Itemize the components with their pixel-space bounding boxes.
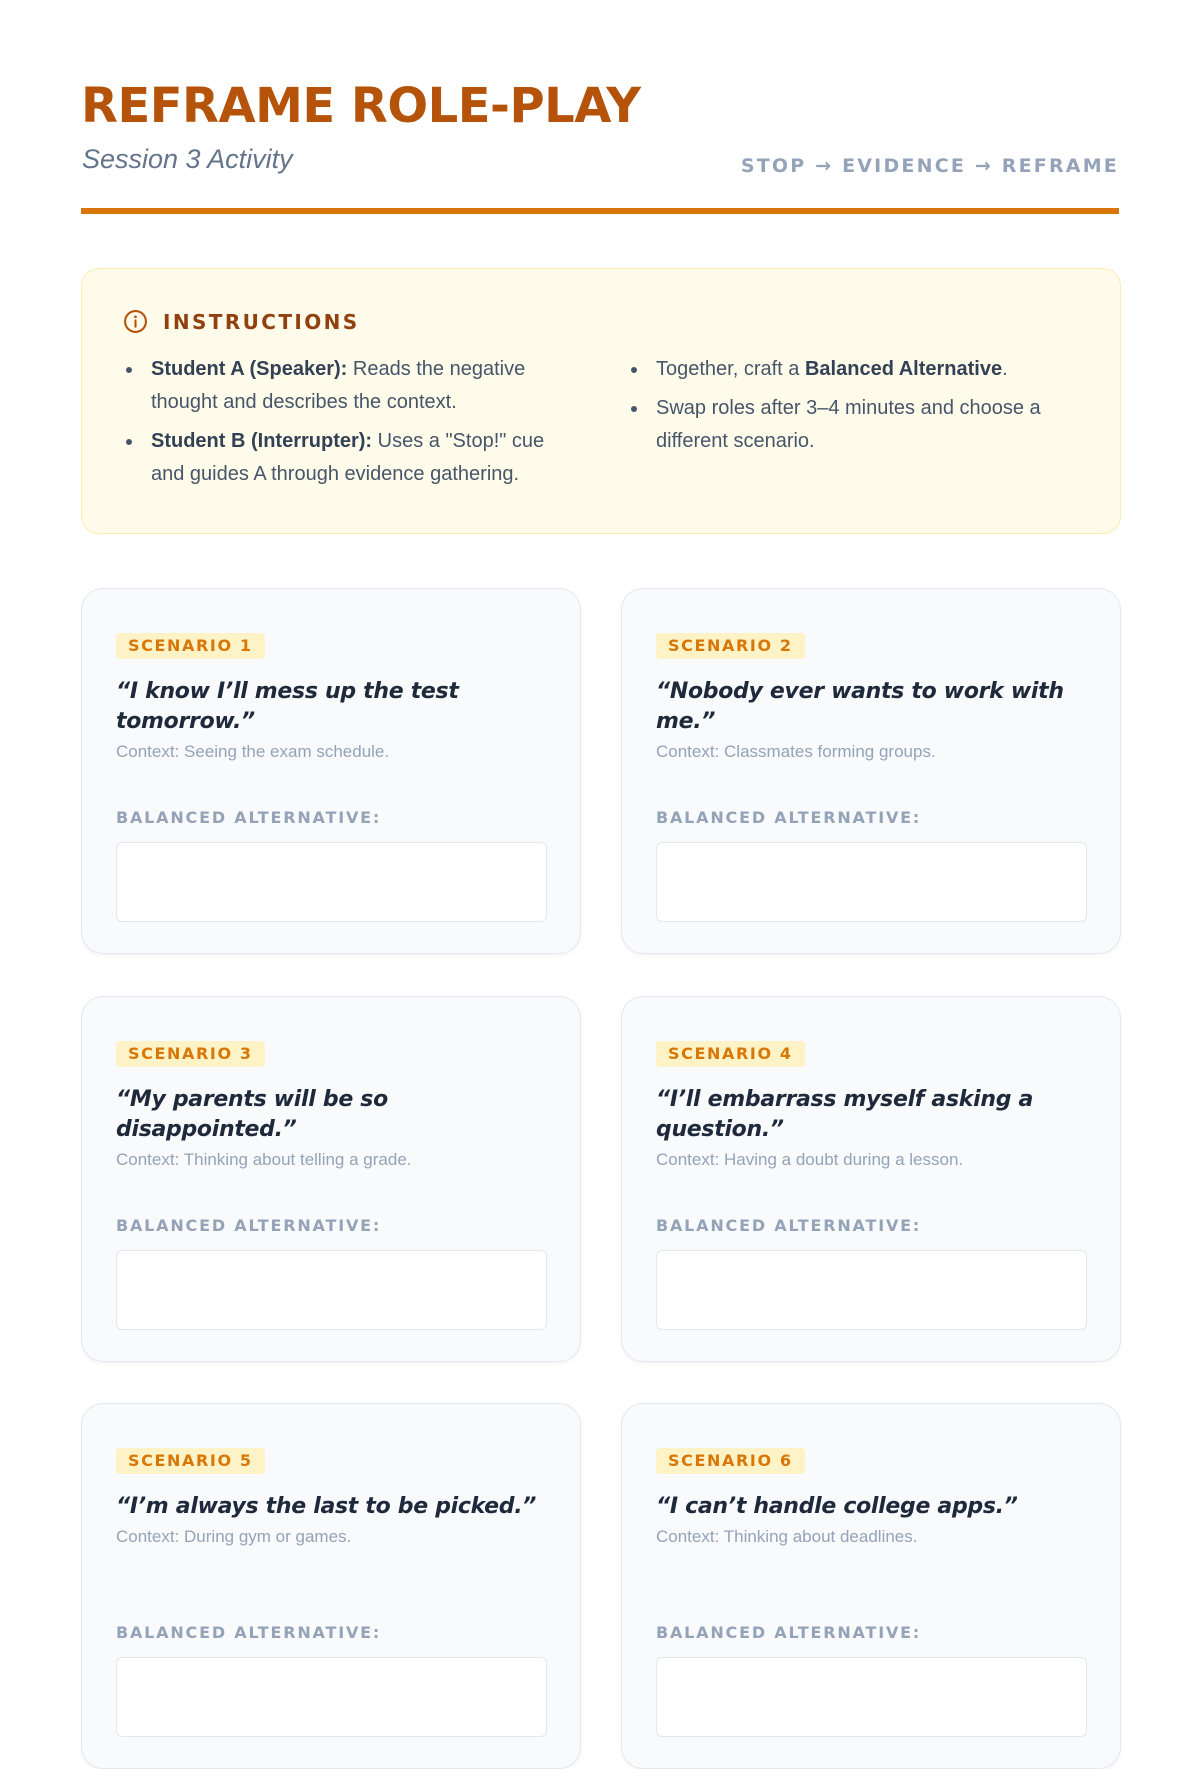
instruction-item	[628, 392, 1088, 458]
scenario-card-2	[621, 588, 1121, 954]
page-title: REFRAME ROLE-PLAY	[81, 78, 641, 134]
balanced-alternative-label: BALANCED ALTERNATIVE:	[116, 1216, 382, 1235]
scenario-context: Context: Thinking about deadlines.	[656, 1527, 918, 1546]
instruction-bold: Student A (Speaker):	[151, 358, 348, 380]
scenario-context: Context: During gym or games.	[116, 1527, 352, 1546]
balanced-alternative-input[interactable]	[116, 1250, 547, 1330]
negative-thought: “Nobody ever wants to work with me.”	[656, 679, 1064, 734]
header	[81, 0, 1119, 214]
balanced-alternative-label: BALANCED ALTERNATIVE:	[656, 808, 922, 827]
scenario-badge: SCENARIO 6	[656, 1448, 805, 1474]
process-steps: STOP → EVIDENCE → REFRAME	[740, 155, 1119, 177]
instruction-bold: Balanced Alternative	[804, 358, 1003, 380]
instruction-item	[123, 425, 573, 491]
negative-thought: “I know I’ll mess up the test tomorrow.”	[116, 679, 459, 734]
instruction-bold: Student B (Interrupter):	[151, 430, 373, 452]
scenario-badge: SCENARIO 2	[656, 633, 805, 659]
balanced-alternative-input[interactable]	[656, 842, 1087, 922]
scenario-card-6	[621, 1403, 1121, 1769]
negative-thought: “I can’t handle college apps.”	[656, 1494, 1018, 1519]
instructions-list-left	[123, 353, 573, 497]
instructions-list-right	[628, 353, 1088, 464]
instructions-panel	[81, 268, 1121, 534]
scenario-card-1	[81, 588, 581, 954]
instruction-item	[628, 353, 1088, 386]
balanced-alternative-input[interactable]	[656, 1657, 1087, 1737]
balanced-alternative-label: BALANCED ALTERNATIVE:	[656, 1216, 922, 1235]
negative-thought: “I’m always the last to be picked.”	[116, 1494, 537, 1519]
instruction-text: Uses a "Stop!" cue and guides A through evidence gathering.	[151, 430, 545, 485]
scenario-context: Context: Having a doubt during a lesson.	[656, 1150, 964, 1169]
scenario-card-4	[621, 996, 1121, 1362]
balanced-alternative-input[interactable]	[656, 1250, 1087, 1330]
instruction-item	[123, 353, 573, 419]
instructions-header	[123, 309, 360, 334]
scenario-quote	[656, 1085, 1096, 1172]
negative-thought: “My parents will be so disappointed.”	[116, 1087, 388, 1142]
scenario-context: Context: Seeing the exam schedule.	[116, 742, 390, 761]
scenario-context: Context: Thinking about telling a grade.	[116, 1150, 412, 1169]
scenario-quote	[116, 677, 556, 764]
balanced-alternative-input[interactable]	[116, 842, 547, 922]
scenario-badge: SCENARIO 1	[116, 633, 265, 659]
info-icon	[123, 309, 148, 334]
balanced-alternative-label: BALANCED ALTERNATIVE:	[656, 1623, 922, 1642]
scenario-badge: SCENARIO 4	[656, 1041, 805, 1067]
scenario-context: Context: Classmates forming groups.	[656, 742, 936, 761]
balanced-alternative-label: BALANCED ALTERNATIVE:	[116, 1623, 382, 1642]
balanced-alternative-label: BALANCED ALTERNATIVE:	[116, 808, 382, 827]
instruction-text: Together, craft a	[656, 358, 805, 380]
instruction-text: Swap roles after 3–4 minutes and choose a different scenario.	[656, 397, 1041, 452]
scenario-card-3	[81, 996, 581, 1362]
scenario-badge: SCENARIO 3	[116, 1041, 265, 1067]
scenario-quote	[116, 1085, 556, 1172]
scenario-quote	[656, 1492, 1096, 1549]
instruction-text: Reads the negative thought and describes the context.	[151, 358, 526, 413]
negative-thought: “I’ll embarrass myself asking a question.”	[656, 1087, 1034, 1142]
scenario-quote	[656, 677, 1096, 764]
balanced-alternative-input[interactable]	[116, 1657, 547, 1737]
scenario-quote	[116, 1492, 556, 1549]
instruction-text: .	[1002, 358, 1008, 380]
scenario-badge: SCENARIO 5	[116, 1448, 265, 1474]
instructions-title: INSTRUCTIONS	[163, 309, 360, 334]
scenario-card-5	[81, 1403, 581, 1769]
page-subtitle: Session 3 Activity	[82, 144, 293, 174]
